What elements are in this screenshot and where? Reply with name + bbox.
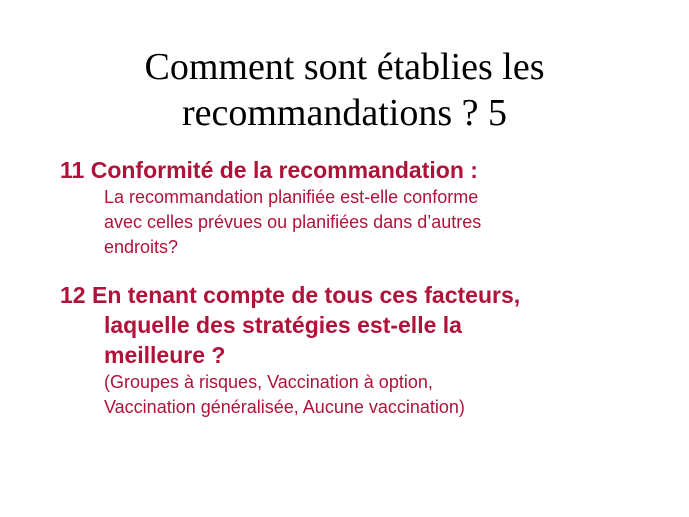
point-11-heading [60,155,660,185]
point-12-body-line-2: Vaccination généralisée, Aucune vaccination) [104,397,465,417]
point-11-body-line-1: La recommandation planifiée est-elle conforme [104,187,479,207]
point-12-heading-line-3: meilleure ? [104,342,226,368]
point-12 [60,280,660,420]
point-12-heading-line-1: 12 En tenant compte de tous ces facteurs, [60,282,521,308]
title-line-1: Comment sont établies les [144,46,545,88]
point-11-heading-line-1: 11 Conformité de la recommandation : [60,157,478,183]
title-line-2: recommandations ? 5 [181,92,507,134]
slide-title [0,44,689,136]
point-11-body-line-2: avec celles prévues ou planifiées dans d’autres [104,212,482,232]
point-12-heading-line-2: laquelle des stratégies est-elle la [104,312,462,338]
point-12-body-line-1: (Groupes à risques, Vaccination à option, [104,372,433,392]
point-11-body [60,185,660,260]
point-12-body [60,370,660,420]
point-12-heading [60,280,660,370]
point-11-body-line-3: endroits? [104,237,179,257]
point-11 [60,155,660,260]
